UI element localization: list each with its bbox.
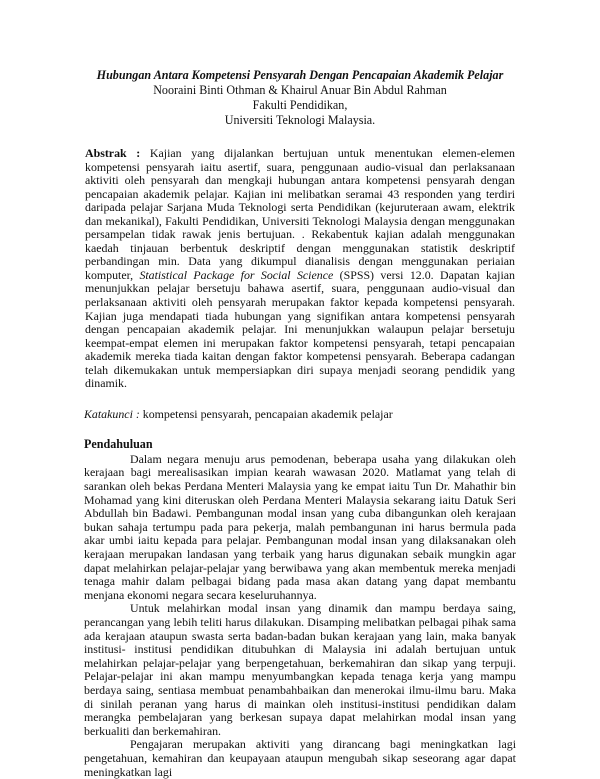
author-university: Universiti Teknologi Malaysia. — [224, 113, 376, 127]
abstract-software-name: Statistical Package for Social Science — [139, 267, 334, 282]
author-faculty: Fakulti Pendidikan, — [252, 98, 348, 112]
body-paragraph: Untuk melahirkan modal insan yang dinamik dan mampu berdaya saing, perancangan yang lebih teliti harus dilakukan. Disamping melibatkan pelbagai pihak sama ada kerajaan ataupun swasta serta badan-badan bukan kerajaan yang lain, maka banyak institusi- institusi pendidikan ditubuhkan di Malaysia ini adalah bertujuan untuk melahirkan pelajar-pelajar yang berpengetahuan, berkemahiran dan sikap yang terpuji. Pelajar-pelajar ini akan mampu menyumbangkan kepada tenaga kerja yang mampu berdaya saing, sentiasa membuat penambahbaikan dan menerokai ilmu-ilmu baru. Maka di sinilah peranan yang harus di mainkan oleh institusi-institusi pendidikan dalam merangka pembelajaran yang berkesan supaya dapat melahirkan modal insan yang berkualiti dan berkemahiran. — [84, 601, 516, 738]
keywords-label: Katakunci : — [84, 406, 140, 421]
body-paragraph: Pengajaran merupakan aktiviti yang dirancang bagi meningkatkan lagi pengetahuan, kemahiran dan keupayaan ataupun mengubah sikap seseorang agar dapat meningkatkan lagi — [84, 737, 516, 779]
paper-title: Hubungan Antara Kompetensi Pensyarah Dengan Pencapaian Akademik Pelajar — [96, 68, 504, 82]
keywords-text: kompetensi pensyarah, pencapaian akademik pelajar — [139, 406, 393, 421]
body-paragraph: Dalam negara menuju arus pemodenan, beberapa usaha yang dilakukan oleh kerajaan bagi merealisasikan impian kearah wawasan 2020. Matlamat yang telah di sarankan oleh bekas Perdana Menteri Malaysia yang ke empat iaitu Tun Dr. Mahathir bin Mohamad yang kini diteruskan oleh Perdana Menteri Malaysia sekarang iaitu Datuk Seri Abdullah bin Badawi. Pembangunan modal insan yang cuba dibangunkan oleh kerajaan bukan sahaja tertumpu pada para pekerja, malah pembangunan ini harus bermula pada akar umbi iaitu kepada para pelajar. Pembangunan modal insan yang dilaksanakan oleh kerajaan merupakan landasan yang terbaik yang harus digunakan sebaik mungkin agar dapat melahirkan pelajar-pelajar yang berwibawa yang akan membentuk mereka menjadi tenaga mahir dalam pelbagai bidang pada masa akan datang yang dapat membantu menjana ekonomi negara secara keseluruhannya. — [84, 451, 516, 602]
paper-header — [84, 68, 516, 128]
abstract-label: Abstrak : — [85, 146, 141, 160]
abstract-text-part-1: Kajian yang dijalankan bertujuan untuk menentukan elemen-elemen kompetensi pensyarah iaitu asertif, suara, penggunaan audio-visual dan perlaksanaan aktiviti oleh pensyarah dan mengkaji hubungan antara kompetensi pensyarah dengan pencapaian akademik pelajar. Kajian ini melibatkan seramai 43 responden yang terdiri daripada pelajar Sarjana Muda Teknologi serta Pendidikan (kejuruteraan awam, elektrik dan mekanikal), Fakulti Pendidikan, Universiti Teknologi Malaysia dengan menggunakan persampelan tidak rawak jenis bertujuan. . Rekabentuk kajian adalah menggunakan kaedah tinjauan berbentuk deskriptif dengan menggunakan statistik deskriptif perbandingan min. Data yang dikumpul dianalisis dengan menggunakan periaian komputer, — [85, 146, 515, 282]
keywords — [84, 407, 516, 421]
abstract-text-part-2: (SPSS) versi 12.0. Dapatan kajian menunjukkan pelajar bersetuju bahawa asertif, suara, penggunaan audio-visual dan perlaksanaan aktiviti oleh pensyarah merupakan faktor kepada kompetensi pensyarah. Kajian juga mendapati tiada hubungan yang signifikan antara kompetensi pensyarah dengan pencapaian akademik pelajar. Ini menunjukkan walaupun pelajar bersetuju keempat-empat elemen ini merupakan faktor kompetensi pensyarah, tetapi pencapaian akademik mereka tiada kaitan dengan faktor kompetensi pensyarah. Beberapa cadangan telah dikemukakan untuk mempersiapkan diri supaya menjadi seorang pendidik yang dinamik. — [85, 267, 516, 391]
abstract — [84, 147, 516, 391]
paper-authors: Nooraini Binti Othman & Khairul Anuar Bin Abdul Rahman — [153, 83, 447, 97]
section-heading-introduction: Pendahuluan — [84, 436, 153, 451]
